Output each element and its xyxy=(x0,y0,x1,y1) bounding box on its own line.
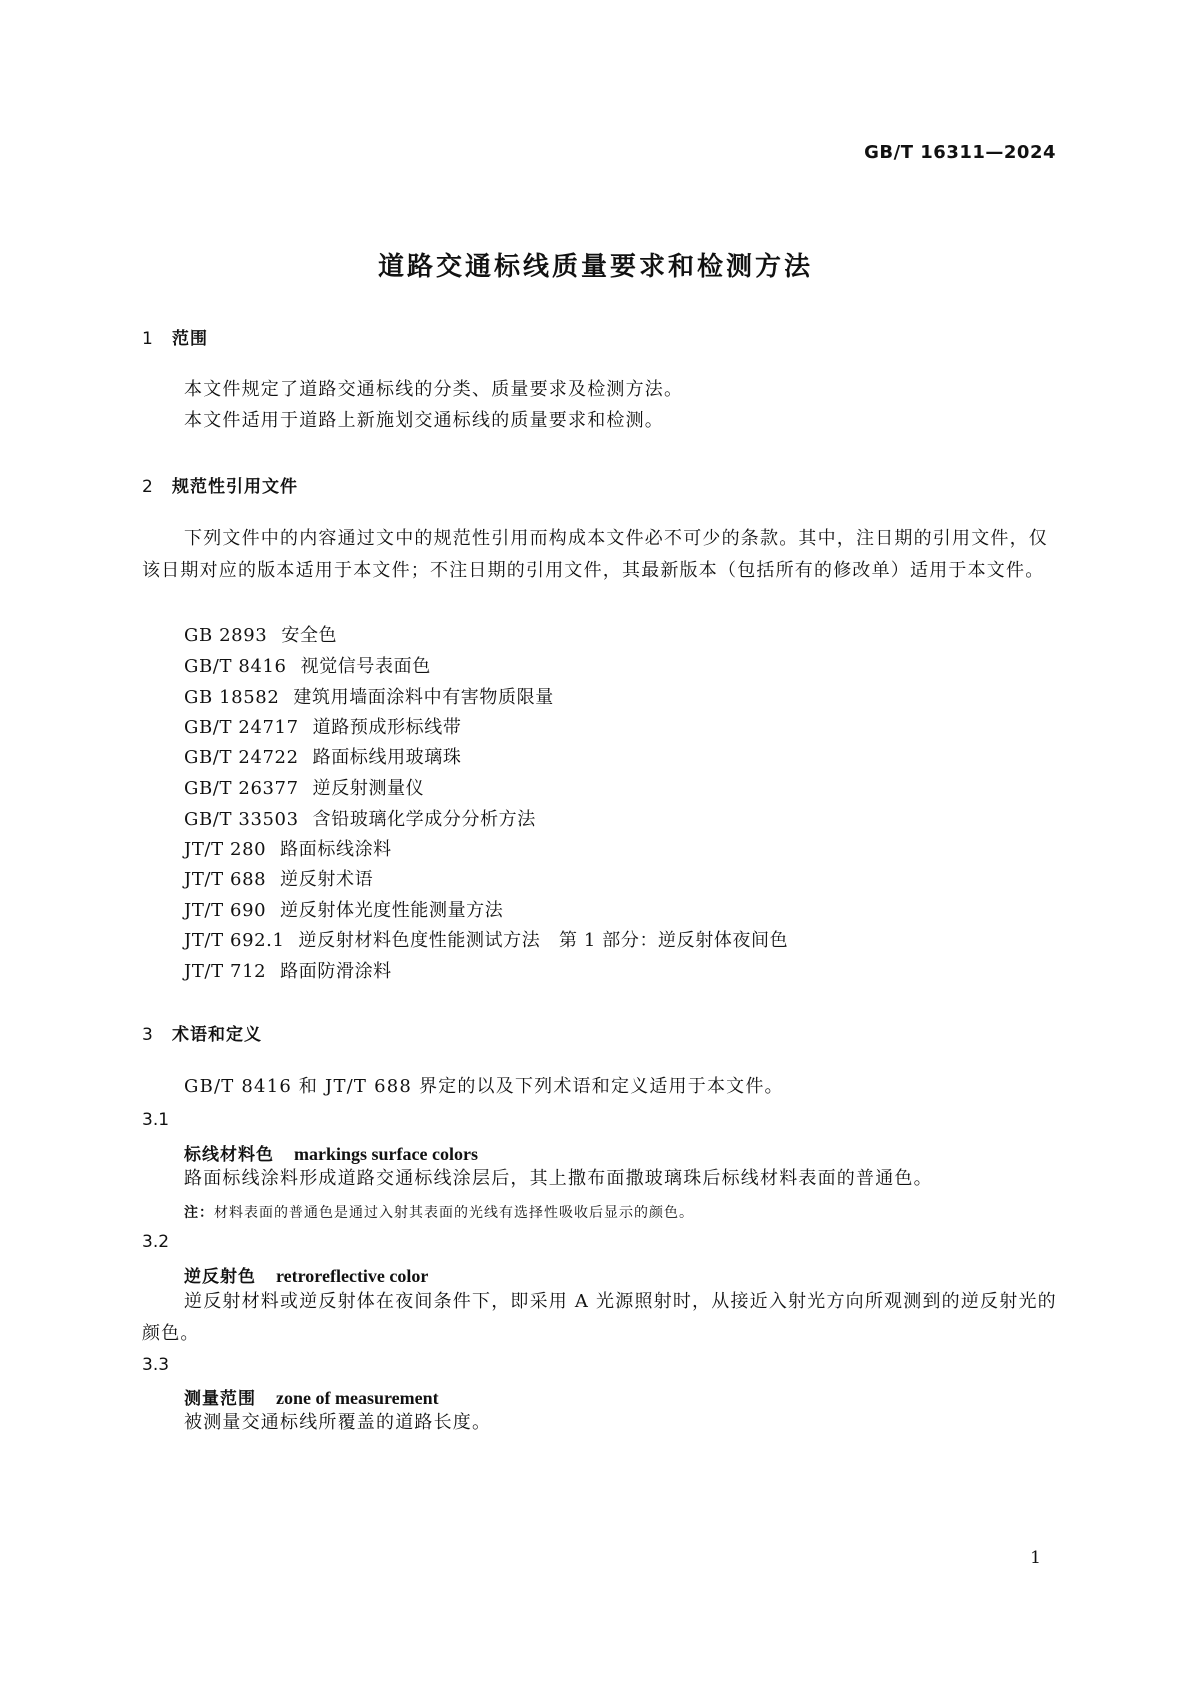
paragraph: 本文件适用于道路上新施划交通标线的质量要求和检测。 xyxy=(184,410,664,431)
reference-code: JT/T 712 xyxy=(184,961,267,982)
section-number: 3 xyxy=(142,1025,154,1045)
term-en: retroreflective color xyxy=(276,1266,429,1286)
section-title: 范围 xyxy=(172,329,208,349)
reference-item xyxy=(184,957,392,983)
reference-code: JT/T 280 xyxy=(184,839,267,860)
subsection-number: 3.2 xyxy=(142,1232,170,1252)
reference-name: 安全色 xyxy=(281,625,338,646)
paragraph: GB/T 8416 和 JT/T 688 界定的以及下列术语和定义适用于本文件。 xyxy=(184,1076,784,1097)
term-definition: 逆反射材料或逆反射体在夜间条件下，即采用 A 光源照射时，从接近入射光方向所观测到的逆反射光的颜色。 xyxy=(142,1291,1057,1344)
term-zh: 逆反射色 xyxy=(184,1267,256,1287)
section-2-heading xyxy=(142,472,298,497)
reference-code: GB/T 8416 xyxy=(184,656,287,677)
note-text: 材料表面的普通色是通过入射其表面的光线有选择性吸收后显示的颜色。 xyxy=(214,1205,694,1221)
term-heading xyxy=(184,1140,478,1165)
section-1-heading xyxy=(142,324,208,349)
reference-code: GB 2893 xyxy=(184,625,268,646)
reference-item xyxy=(184,713,461,739)
reference-code: JT/T 690 xyxy=(184,900,267,921)
reference-name: 路面标线用玻璃珠 xyxy=(312,747,462,768)
reference-item xyxy=(184,835,392,861)
reference-code: GB/T 26377 xyxy=(184,778,299,799)
reference-item xyxy=(184,926,788,952)
term-definition: 路面标线涂料形成道路交通标线涂层后，其上撒布面撒玻璃珠后标线材料表面的普通色。 xyxy=(184,1168,933,1189)
section-number: 1 xyxy=(142,329,154,349)
reference-item xyxy=(184,743,461,769)
section-title: 规范性引用文件 xyxy=(172,477,298,497)
term-heading xyxy=(184,1384,439,1409)
reference-item xyxy=(184,774,424,800)
reference-name: 视觉信号表面色 xyxy=(300,656,431,677)
reference-name: 逆反射体光度性能测量方法 xyxy=(280,900,504,921)
reference-item xyxy=(184,805,536,831)
reference-code: GB/T 24717 xyxy=(184,717,299,738)
reference-item xyxy=(184,865,373,891)
term-definition: 被测量交通标线所覆盖的道路长度。 xyxy=(184,1412,492,1433)
reference-item xyxy=(184,896,503,922)
document-code: GB/T 16311—2024 xyxy=(864,142,1056,163)
page-number: 1 xyxy=(1030,1548,1041,1568)
term-note xyxy=(184,1202,694,1222)
reference-name: 逆反射材料色度性能测试方法 第 1 部分：逆反射体夜间色 xyxy=(298,930,789,951)
reference-name: 路面标线涂料 xyxy=(280,839,392,860)
reference-item xyxy=(184,683,554,709)
note-label: 注： xyxy=(184,1205,214,1221)
paragraph: 本文件规定了道路交通标线的分类、质量要求及检测方法。 xyxy=(184,379,684,400)
section-number: 2 xyxy=(142,477,154,497)
term-en: zone of measurement xyxy=(276,1388,439,1408)
document-title: 道路交通标线质量要求和检测方法 xyxy=(377,252,813,282)
term-zh: 标线材料色 xyxy=(184,1145,274,1165)
term-zh: 测量范围 xyxy=(184,1389,256,1409)
subsection-number: 3.1 xyxy=(142,1110,170,1130)
reference-item xyxy=(184,652,431,678)
reference-name: 逆反射测量仪 xyxy=(312,778,425,799)
term-en: markings surface colors xyxy=(294,1144,478,1164)
reference-code: JT/T 688 xyxy=(184,869,267,890)
reference-name: 建筑用墙面涂料中有害物质限量 xyxy=(293,687,554,708)
reference-code: GB 18582 xyxy=(184,687,280,708)
section-title: 术语和定义 xyxy=(172,1025,262,1045)
term-heading xyxy=(184,1262,428,1287)
reference-code: GB/T 33503 xyxy=(184,809,299,830)
reference-code: GB/T 24722 xyxy=(184,747,299,768)
paragraph: 下列文件中的内容通过文中的规范性引用而构成本文件必不可少的条款。其中，注日期的引用文件，仅该日期对应的版本适用于本文件；不注日期的引用文件，其最新版本（包括所有的修改单）适用于本文件。 xyxy=(142,528,1048,581)
reference-item xyxy=(184,621,337,647)
reference-name: 道路预成形标线带 xyxy=(312,717,462,738)
reference-name: 路面防滑涂料 xyxy=(280,961,392,982)
reference-name: 逆反射术语 xyxy=(280,869,374,890)
reference-code: JT/T 692.1 xyxy=(184,930,285,951)
subsection-number: 3.3 xyxy=(142,1355,170,1375)
reference-name: 含铅玻璃化学成分分析方法 xyxy=(312,809,536,830)
section-3-heading xyxy=(142,1020,262,1045)
